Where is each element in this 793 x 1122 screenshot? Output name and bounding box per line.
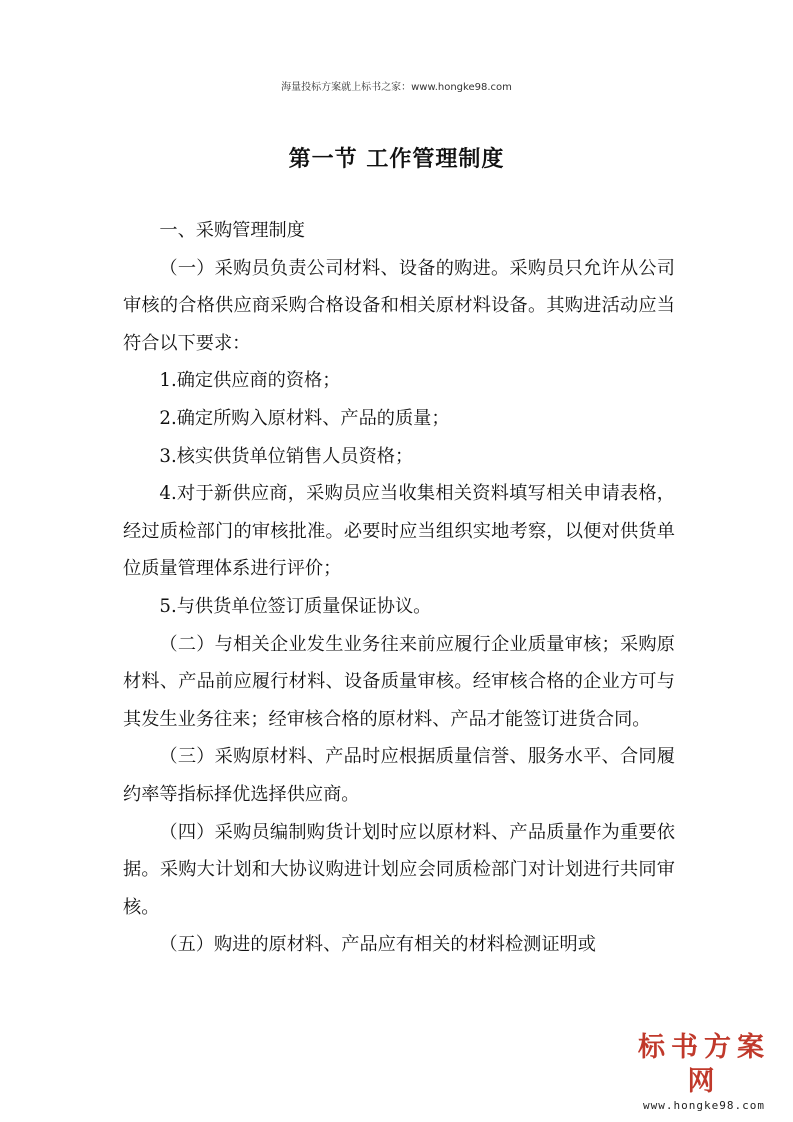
body-text bbox=[123, 212, 675, 964]
list-item-2: 2.确定所购入原材料、产品的质量； bbox=[159, 407, 450, 429]
list-item-5: 5.与供货单位签订质量保证协议。 bbox=[159, 595, 432, 617]
footer-logo bbox=[629, 1031, 779, 1112]
list-item-3: 3.核实供货单位销售人员资格； bbox=[159, 445, 414, 467]
brand-url: www.hongke98.com bbox=[643, 1099, 765, 1112]
paragraph-1: （一）采购员负责公司材料、设备的购进。采购员只允许从公司审核的合格供应商采购合格设备和相关原材料设备。其购进活动应当符合以下要求： bbox=[123, 257, 675, 354]
heading-procurement: 一、采购管理制度 bbox=[159, 220, 305, 241]
section-title: 第一节 工作管理制度 bbox=[288, 147, 505, 172]
paragraph-2: （二）与相关企业发生业务往来前应履行企业质量审核；采购原材料、产品前应履行材料、设备质量审核。经审核合格的企业方可与其发生业务往来；经审核合格的原材料、产品才能签订进货合同。 bbox=[123, 633, 675, 730]
brand-name: 标书方案网 bbox=[638, 1032, 770, 1097]
paragraph-3: （三）采购原材料、产品时应根据质量信誉、服务水平、合同履约率等指标择优选择供应商。 bbox=[123, 746, 675, 805]
paragraph-4: （四）采购员编制购货计划时应以原材料、产品质量作为重要依据。采购大计划和大协议购进计划应会同质检部门对计划进行共同审核。 bbox=[123, 821, 675, 918]
list-item-4: 4.对于新供应商，采购员应当收集相关资料填写相关申请表格，经过质检部门的审核批准。必要时应当组织实地考察，以便对供货单位质量管理体系进行评价； bbox=[123, 483, 675, 580]
page-header: 海量投标方案就上标书之家：www.hongke98.com bbox=[281, 82, 512, 93]
list-item-1: 1.确定供应商的资格； bbox=[159, 370, 341, 392]
paragraph-5: （五）购进的原材料、产品应有相关的材料检测证明或 bbox=[159, 934, 596, 956]
